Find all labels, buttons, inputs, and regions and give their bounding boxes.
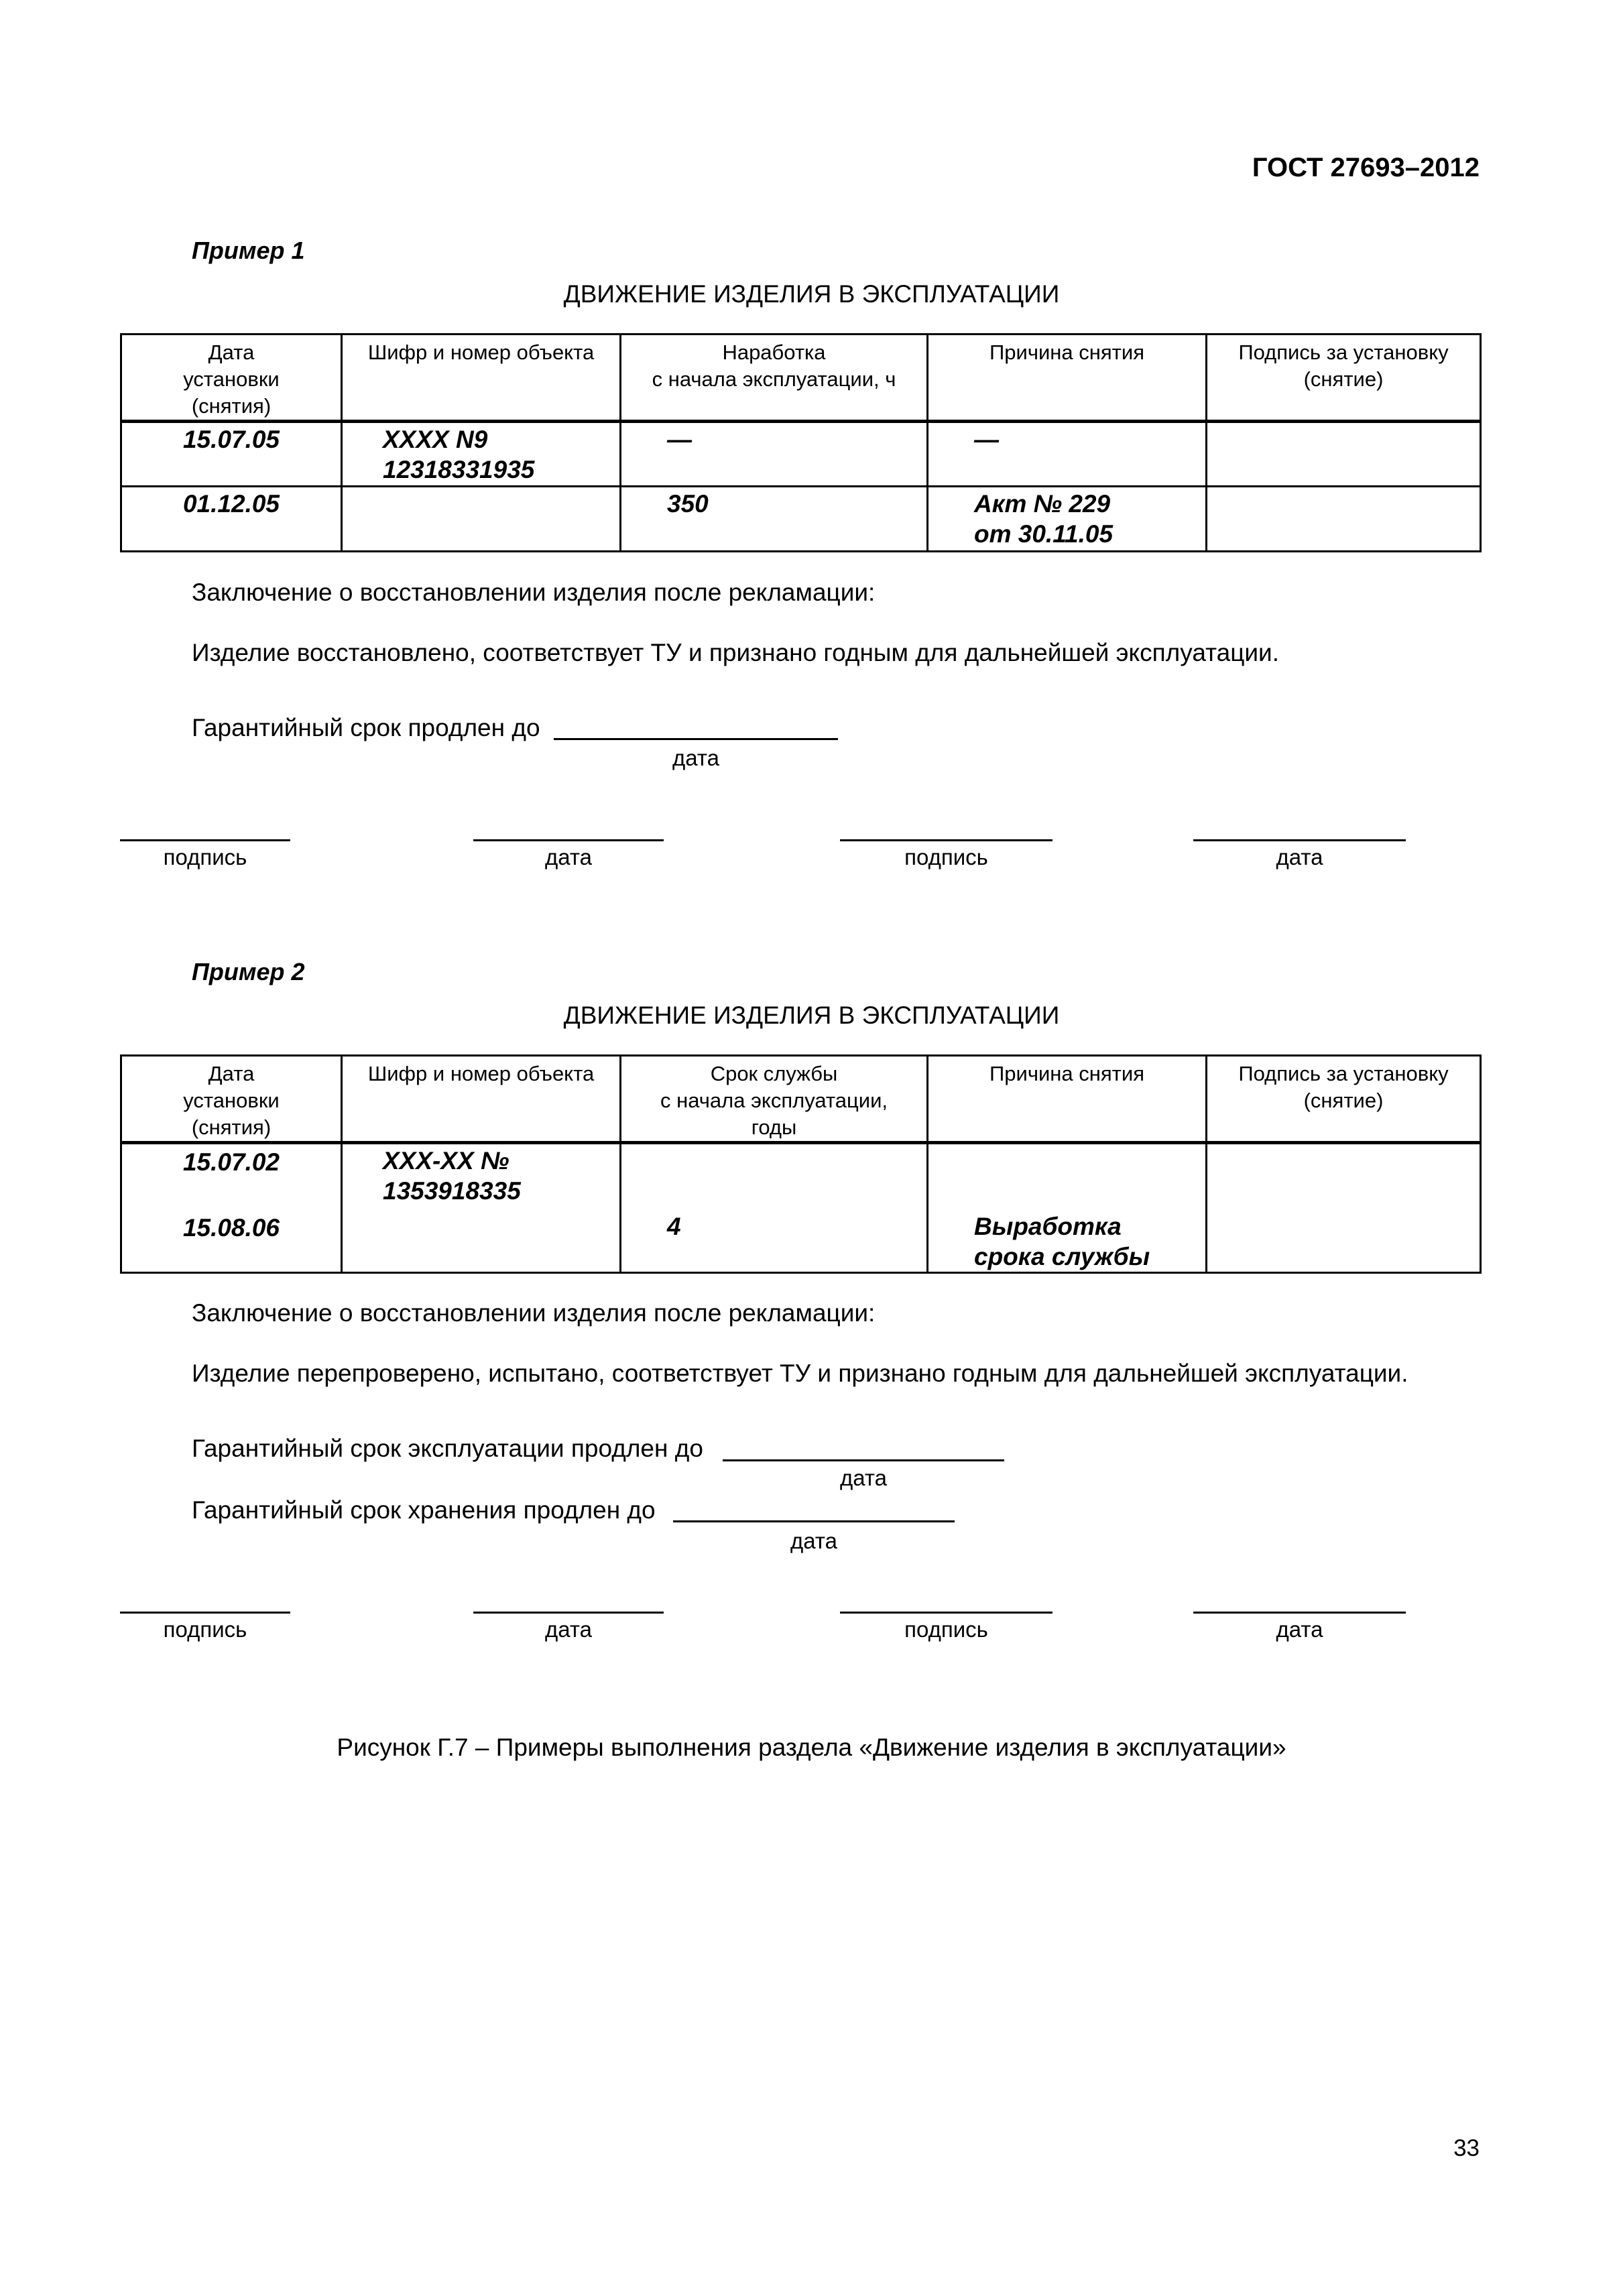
date-line — [1193, 839, 1406, 841]
cell-date: 01.12.05 — [121, 487, 342, 552]
signature-line — [840, 839, 1053, 841]
example-1-label: Пример 1 — [192, 237, 305, 264]
column-header-object: Шифр и номер объекта — [342, 335, 621, 422]
example-1-conclusion-text: Изделие восстановлено, соответствует ТУ и признано годным для дальнейшей эксплуатации. — [192, 639, 1280, 666]
signature-line — [120, 839, 290, 841]
figure-caption: Рисунок Г.7 – Примеры выполнения раздела «Движение изделия в эксплуатации» — [337, 1734, 1286, 1761]
signature-caption: подпись — [904, 1617, 988, 1642]
cell-removal-reason: Акт № 229 от 30.11.05 — [928, 487, 1207, 552]
column-header-signature: Подпись за установку (снятие) — [1207, 1056, 1481, 1143]
example-2-table — [120, 1054, 1482, 1274]
example-2-conclusion-text: Изделие перепроверено, испытано, соответствует ТУ и признано годным для дальнейшей эксплуатации. — [192, 1360, 1408, 1387]
column-header-signature: Подпись за установку (снятие) — [1207, 335, 1481, 422]
date-caption: дата — [1276, 1617, 1323, 1642]
cell-object: XXXX N9 12318331935 — [342, 422, 621, 487]
cell-signature — [1207, 1143, 1481, 1273]
table-row — [121, 1143, 1481, 1273]
cell-object — [342, 487, 621, 552]
signature-caption: подпись — [904, 845, 988, 869]
column-header-removal-reason: Причина снятия — [928, 1056, 1207, 1143]
date-caption: дата — [840, 1465, 887, 1490]
table-header-row — [121, 1056, 1481, 1143]
date-caption: дата — [545, 845, 592, 869]
example-2-label: Пример 2 — [192, 958, 305, 985]
column-header-date: Дата установки (снятия) — [121, 1056, 342, 1143]
page-number: 33 — [1453, 2135, 1480, 2161]
column-header-date: Дата установки (снятия) — [121, 335, 342, 422]
column-header-operating-time: Наработка с начала эксплуатации, ч — [621, 335, 928, 422]
warranty-date-line — [554, 738, 838, 740]
example-2-title: ДВИЖЕНИЕ ИЗДЕЛИЯ В ЭКСПЛУАТАЦИИ — [563, 1002, 1060, 1029]
date-caption: дата — [672, 745, 719, 770]
column-header-object: Шифр и номер объекта — [342, 1056, 621, 1143]
example-1-warranty-label: Гарантийный срок продлен до — [192, 714, 540, 741]
cell-date: 15.07.05 — [121, 422, 342, 487]
signature-caption: подпись — [163, 1617, 247, 1642]
cell-removal-reason: — — [928, 422, 1207, 487]
warranty-date-line — [673, 1520, 955, 1522]
document-code: ГОСТ 27693–2012 — [1252, 153, 1480, 182]
date-caption: дата — [790, 1528, 837, 1553]
cell-object: XXX-XX № 1353918335 — [342, 1143, 621, 1273]
cell-service-life: 4 — [621, 1143, 928, 1273]
warranty-date-line — [723, 1459, 1004, 1461]
signature-line — [120, 1612, 290, 1614]
example-2-warranty-operation-label: Гарантийный срок эксплуатации продлен до — [192, 1435, 703, 1462]
column-header-service-life: Срок службы с начала эксплуатации, годы — [621, 1056, 928, 1143]
example-2-warranty-storage-label: Гарантийный срок хранения продлен до — [192, 1496, 656, 1524]
signature-caption: подпись — [163, 845, 247, 869]
cell-removal-reason: Выработка срока службы — [928, 1143, 1207, 1273]
date-line — [473, 1612, 664, 1614]
cell-operating-time: 350 — [621, 487, 928, 552]
cell-signature — [1207, 422, 1481, 487]
example-1-conclusion-label: Заключение о восстановлении изделия после рекламации: — [192, 579, 876, 606]
date-line — [1193, 1612, 1406, 1614]
cell-operating-time: — — [621, 422, 928, 487]
date-caption: дата — [1276, 845, 1323, 869]
example-1-title: ДВИЖЕНИЕ ИЗДЕЛИЯ В ЭКСПЛУАТАЦИИ — [563, 280, 1060, 308]
table-header-row — [121, 335, 1481, 422]
date-line — [473, 839, 664, 841]
example-1-table — [120, 333, 1482, 552]
date-caption: дата — [545, 1617, 592, 1642]
cell-signature — [1207, 487, 1481, 552]
table-row — [121, 487, 1481, 552]
table-row — [121, 422, 1481, 487]
signature-line — [840, 1612, 1053, 1614]
example-2-conclusion-label: Заключение о восстановлении изделия после рекламации: — [192, 1299, 876, 1327]
cell-dates: 15.07.02 15.08.06 — [121, 1143, 342, 1273]
column-header-removal-reason: Причина снятия — [928, 335, 1207, 422]
